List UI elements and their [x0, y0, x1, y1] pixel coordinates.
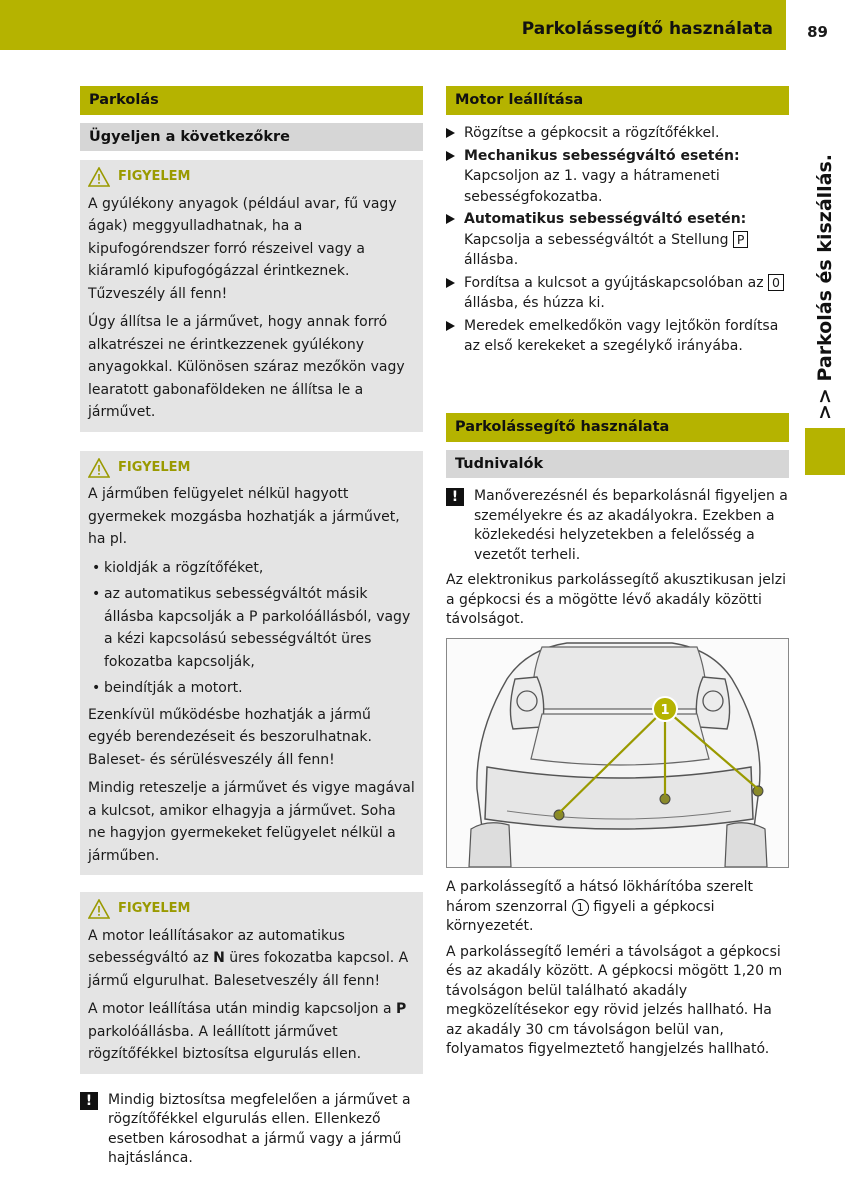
right-column — [446, 86, 789, 359]
warning-header — [88, 457, 415, 480]
list-item: Automatikus sebességváltó esetén: Kapcsolja a sebességváltót a Stellung P állásba. — [446, 209, 789, 271]
warning-triangle-icon — [88, 899, 110, 919]
exclamation-icon: ! — [80, 1092, 98, 1110]
running-header-title: Parkolássegítő használata — [521, 19, 773, 39]
warning-header — [88, 898, 415, 921]
list-item: Rögzítse a gépkocsit a rögzítőfékkel. — [446, 123, 789, 144]
gear-key-p: P — [733, 231, 749, 248]
rear-bumper-sensor-illustration — [446, 638, 789, 868]
body-text: A parkolássegítő leméri a távolságot a gépkocsi és az akadály között. A gépkocsi mögött 1,20 m távolságon belül található akadály megközelítésekor egy rövid jelzés hallható. Ha az akadály 30 cm távolságon belül van, folyamatos figyelmeztető hangjelzés hallható. — [446, 943, 783, 1057]
ignition-key-0: 0 — [768, 274, 784, 291]
warning-label: FIGYELEM — [118, 901, 191, 916]
warning-box-fire — [80, 160, 423, 432]
arrow-bullet-icon — [446, 321, 455, 331]
warning-text: Úgy állítsa le a járművet, hogy annak forró alkatrészei ne érintkezzenek gyúlékony anyagokkal. Különösen száraz mezőkön vagy learatott gabonaföldeken ne állítsa le a járművet. — [88, 314, 405, 420]
gear-position-p: P — [396, 1001, 407, 1017]
list-item: • az automatikus sebességváltót másik állásba kapcsolják a P parkolóállásból, vagy a kézi kapcsolású sebességváltót üres fokozatba kapcsolják, — [88, 583, 415, 673]
warning-text: A gyúlékony anyagok (például avar, fű vagy ágak) meggyulladhatnak, ha a kipufogórendszer forró részeivel vagy a kiáramló kipufogógázzal érintkeznek. Tűzveszély áll fenn! — [88, 195, 397, 302]
list-item: Fordítsa a kulcsot a gyújtáskapcsolóban az 0 állásba, és húzza ki. — [446, 273, 789, 314]
list-item: • kioldják a rögzítőféket, — [88, 557, 415, 580]
subheading-information: Tudnivalók — [446, 450, 789, 478]
left-column — [80, 86, 423, 1169]
sensor-callout-number: 1 — [660, 703, 670, 718]
body-text: A parkolássegítő a hátsó lökhárítóba szerelt három szenzorral 1 figyeli a gépkocsi környezetét. — [446, 879, 753, 934]
notice-parking-brake — [80, 1091, 423, 1169]
chapter-side-tab — [805, 428, 845, 475]
warning-triangle-icon — [88, 458, 110, 478]
sensor-reference-marker: 1 — [572, 899, 589, 916]
right-column-bottom-text — [446, 878, 789, 1066]
right-column-parking-assist — [446, 413, 789, 636]
list-item: • beindítják a motort. — [88, 677, 415, 700]
warning-label: FIGYELEM — [118, 459, 191, 475]
subheading-notes: Ügyeljen a következőkre — [80, 123, 423, 151]
warning-box-engine-stop — [80, 892, 423, 1074]
warning-text: Ezenkívül működésbe hozhatják a jármű egyéb berendezéseit és beszorulhatnak. Baleset- és sérülésveszély áll fenn! — [88, 706, 372, 768]
section-heading-parking: Parkolás — [80, 86, 423, 115]
warning-header — [88, 166, 415, 189]
list-item: Meredek emelkedőkön vagy lejtőkön fordítsa az első kerekeket a szegélykő irányába. — [446, 316, 789, 357]
list-item: Mechanikus sebességváltó esetén: Kapcsoljon az 1. vagy a hátrameneti sebességfokozatba. — [446, 146, 789, 208]
warning-text: A motor leállítása után mindig kapcsoljon a P parkolóállásba. A leállított járművet rögzítőfékkel biztosítsa elgurulás ellen. — [88, 1001, 407, 1062]
warning-text: A járműben felügyelet nélkül hagyott gyermekek mozgásba hozhatják a járművet, ha pl. — [88, 486, 400, 547]
arrow-bullet-icon — [446, 128, 455, 138]
warning-bullet-list — [88, 557, 415, 700]
engine-stop-steps — [446, 123, 789, 357]
warning-text: Mindig reteszelje a járművet és vigye magával a kulcsot, amikor elhagyja a járművet. Soha ne hagyjon gyermekeket felügyelet nélkül a járműben. — [88, 780, 415, 864]
warning-text: A motor leállításakor az automatikus sebességváltó az N üres fokozatba kapcsol. A jármű elgurulhat. Balesetveszély áll fenn! — [88, 927, 409, 989]
notice-text: Manőverezésnél és beparkolásnál figyeljen a személyekre és az akadályokra. Ezekben a közlekedési helyzetekben a felelősség a vezetőt terheli. — [474, 488, 788, 563]
warning-box-children — [80, 451, 423, 876]
section-heading-parking-assist: Parkolássegítő használata — [446, 413, 789, 442]
section-heading-engine-stop: Motor leállítása — [446, 86, 789, 115]
notice-text: Mindig biztosítsa megfelelően a járművet a rögzítőfékkel elgurulás ellen. Ellenkező esetben károsodhat a jármű vagy a jármű hajtáslánca. — [108, 1091, 411, 1166]
arrow-bullet-icon — [446, 151, 455, 161]
notice-maneuvering — [446, 487, 789, 565]
gear-position-n: N — [213, 950, 225, 966]
warning-triangle-icon — [88, 167, 110, 187]
arrow-bullet-icon — [446, 214, 455, 224]
exclamation-icon: ! — [446, 488, 464, 506]
arrow-bullet-icon — [446, 278, 455, 288]
chapter-side-label: >> Parkolás és kiszállás. — [814, 153, 836, 420]
warning-label: FIGYELEM — [118, 169, 191, 184]
car-rear-drawing — [447, 639, 788, 867]
body-text: Az elektronikus parkolássegítő akusztikusan jelzi a gépkocsi és a mögötte lévő akadály közötti távolságot. — [446, 572, 787, 627]
page-number: 89 — [807, 23, 828, 41]
